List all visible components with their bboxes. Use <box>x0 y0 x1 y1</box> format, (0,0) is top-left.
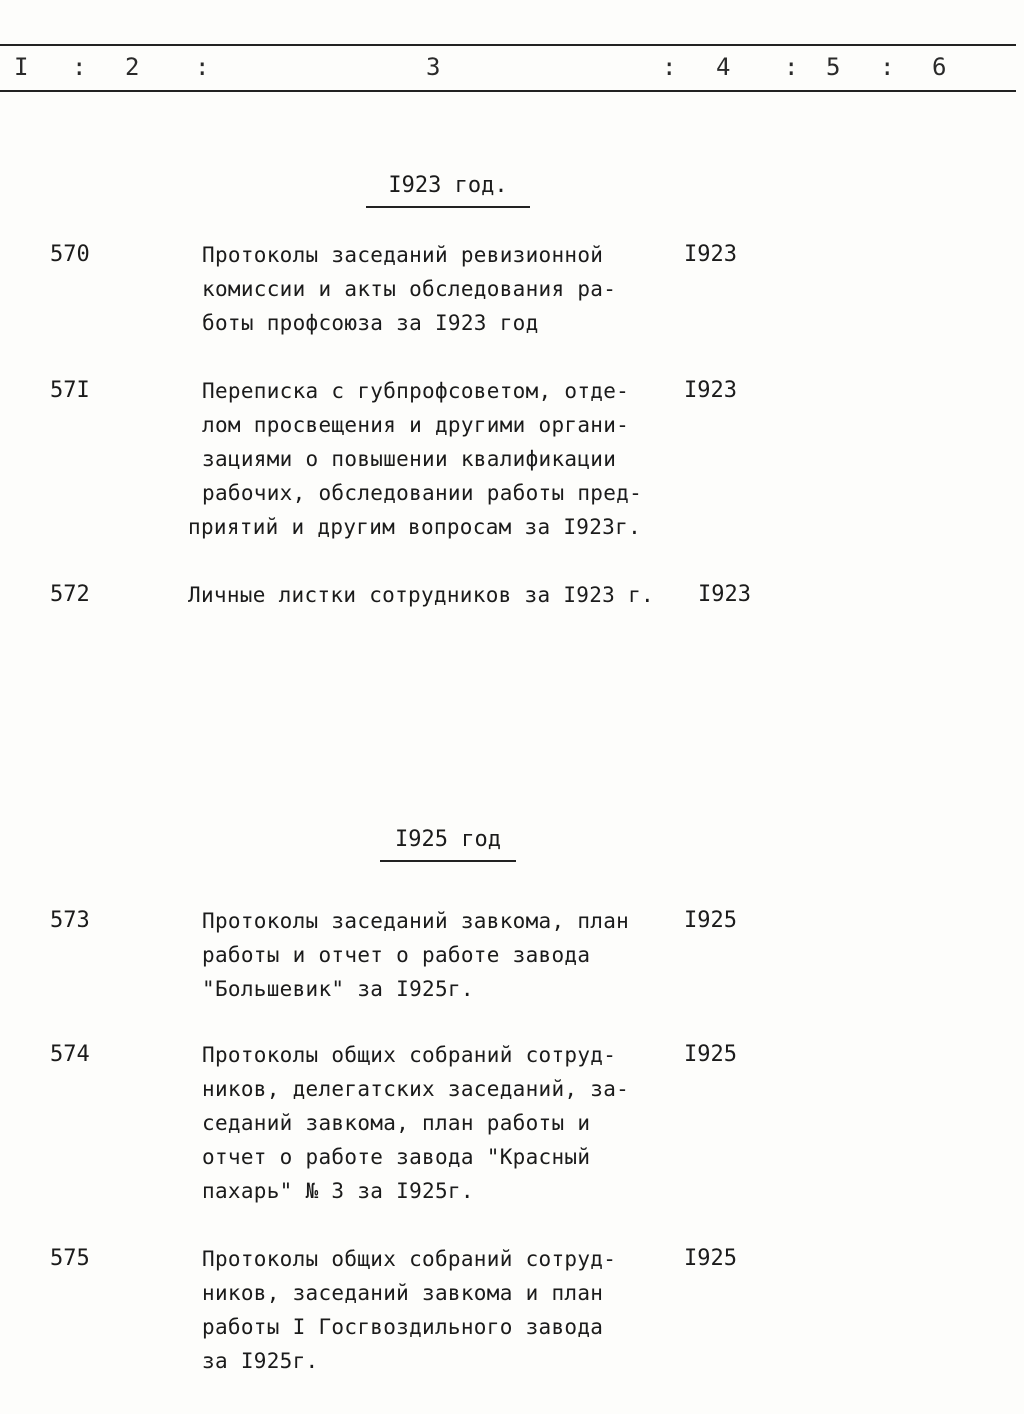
entry-number: 573 <box>50 908 90 933</box>
column-header-5: 5 <box>826 53 841 81</box>
entry-year: I923 <box>684 242 737 267</box>
column-separator: : <box>880 53 895 81</box>
entry-description: Протоколы общих собраний сотруд- ников, заседаний завкома и план работы I Госгвоздильного завода за I925г. <box>202 1247 617 1373</box>
entry-year: I923 <box>698 582 751 607</box>
column-separator: : <box>195 53 210 81</box>
entry-number: 572 <box>50 582 90 607</box>
entry-year: I923 <box>684 378 737 403</box>
section-title-1925: I925 год <box>380 826 516 862</box>
header-bottom-rule <box>0 90 1016 92</box>
entry-description: Протоколы общих собраний сотруд- ников, делегатских заседаний, за- седаний завкома, план работы и отчет о работе завода "Красный пахарь" № 3 за I925г. <box>202 1043 630 1203</box>
entry-description: Протоколы заседаний ревизионной комиссии и акты обследования ра- боты профсоюза за I923 год <box>202 243 617 335</box>
entry-year: I925 <box>684 908 737 933</box>
column-header-3: 3 <box>426 53 441 81</box>
entry-description: Переписка с губпрофсоветом, отде- лом просвещения и другими органи- зациями о повышении квалификации рабочих, обследовании работы пред- приятий и другим вопросам за I923г. <box>188 379 643 539</box>
entry-number: 570 <box>50 242 90 267</box>
entry-description: Протоколы заседаний завкома, план работы и отчет о работе завода "Большевик" за I925г. <box>202 909 630 1001</box>
entry-number: 57I <box>50 378 90 403</box>
entry-year: I925 <box>684 1246 737 1271</box>
entry-description: Личные листки сотрудников за I923 г. <box>188 583 654 607</box>
column-header-4: 4 <box>716 53 731 81</box>
entry-number: 574 <box>50 1042 90 1067</box>
column-separator: : <box>784 53 799 81</box>
section-title-1923: I923 год. <box>366 172 530 208</box>
column-header-1: I <box>14 53 29 81</box>
entry-year: I925 <box>684 1042 737 1067</box>
column-separator: : <box>72 53 87 81</box>
header-top-rule <box>0 44 1016 46</box>
column-separator: : <box>662 53 677 81</box>
entry-number: 575 <box>50 1246 90 1271</box>
column-header-6: 6 <box>932 53 947 81</box>
column-header-2: 2 <box>125 53 140 81</box>
